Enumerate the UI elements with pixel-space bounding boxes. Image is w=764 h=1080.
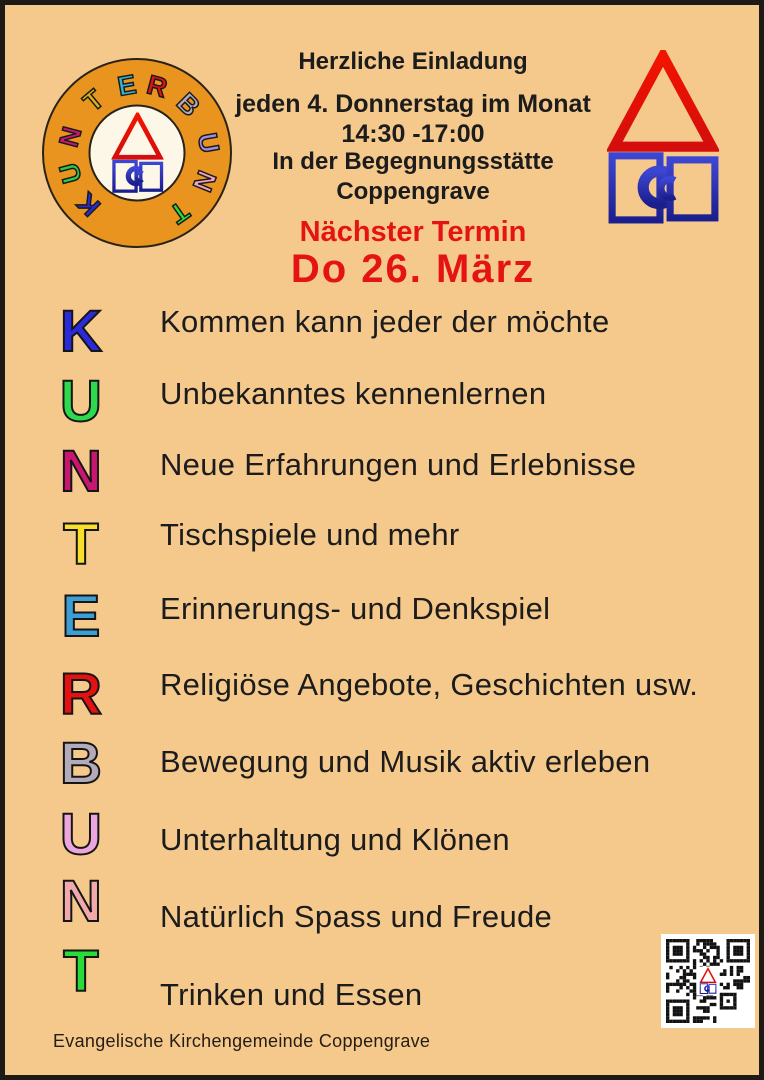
place-line-2: Coppengrave — [336, 178, 490, 205]
acrostic-letter: T — [63, 939, 99, 1004]
acrostic-letter: E — [61, 584, 101, 649]
kunterbunt-ring-logo — [42, 58, 232, 248]
acrostic-line: Kommen kann jeder der möchte — [160, 304, 610, 339]
church-logo-icon — [607, 50, 719, 230]
acrostic-line: Natürlich Spass und Freude — [160, 899, 553, 934]
ring-letter: T — [77, 83, 110, 118]
qr-code — [661, 934, 755, 1028]
acrostic-line: Erinnerungs- und Denkspiel — [160, 591, 551, 626]
church-logo-icon — [89, 105, 186, 202]
acrostic-line: Trinken und Essen — [160, 977, 423, 1012]
acrostic-letter: N — [60, 439, 102, 504]
acrostic-letter: K — [60, 299, 102, 364]
acrostic-line: Religiöse Angebote, Geschichten usw. — [160, 667, 699, 702]
acrostic-letter: U — [60, 369, 102, 434]
acrostic-line: Unbekanntes kennenlernen — [160, 376, 547, 411]
footer-organization: Evangelische Kirchengemeinde Coppengrave — [53, 1031, 431, 1051]
schedule-line: jeden 4. Donnerstag im Monat — [235, 90, 591, 118]
ring-letter: K — [71, 186, 107, 222]
acrostic-line: Tischspiele und mehr — [160, 517, 460, 552]
acrostic-letter: T — [63, 512, 99, 577]
ring-letter: B — [170, 87, 206, 123]
church-logo-icon — [697, 967, 720, 996]
acrostic-letter: U — [60, 802, 102, 867]
ring-letter: N — [53, 123, 88, 151]
ring-letter: U — [192, 130, 225, 156]
next-date-label: Nächster Termin — [299, 216, 527, 248]
acrostic-letter: N — [60, 869, 102, 934]
acrostic-line: Bewegung und Musik aktiv erleben — [160, 744, 651, 779]
acrostic-letter: R — [60, 662, 102, 727]
next-date-value: Do 26. März — [290, 247, 536, 291]
acrostic-letter: B — [60, 731, 102, 796]
time-line: 14:30 -17:00 — [341, 120, 485, 148]
acrostic-line: Neue Erfahrungen und Erlebnisse — [160, 447, 637, 482]
invitation-title: Herzliche Einladung — [298, 48, 528, 75]
ring-letter: R — [143, 69, 171, 104]
ring-letter: U — [53, 159, 88, 187]
place-line-1: In der Begegnungsstätte — [272, 148, 554, 175]
acrostic-line: Unterhaltung und Klönen — [160, 822, 510, 857]
ring-letter: T — [163, 195, 195, 230]
ring-letter: N — [186, 166, 223, 196]
ring-letter: E — [115, 69, 139, 102]
